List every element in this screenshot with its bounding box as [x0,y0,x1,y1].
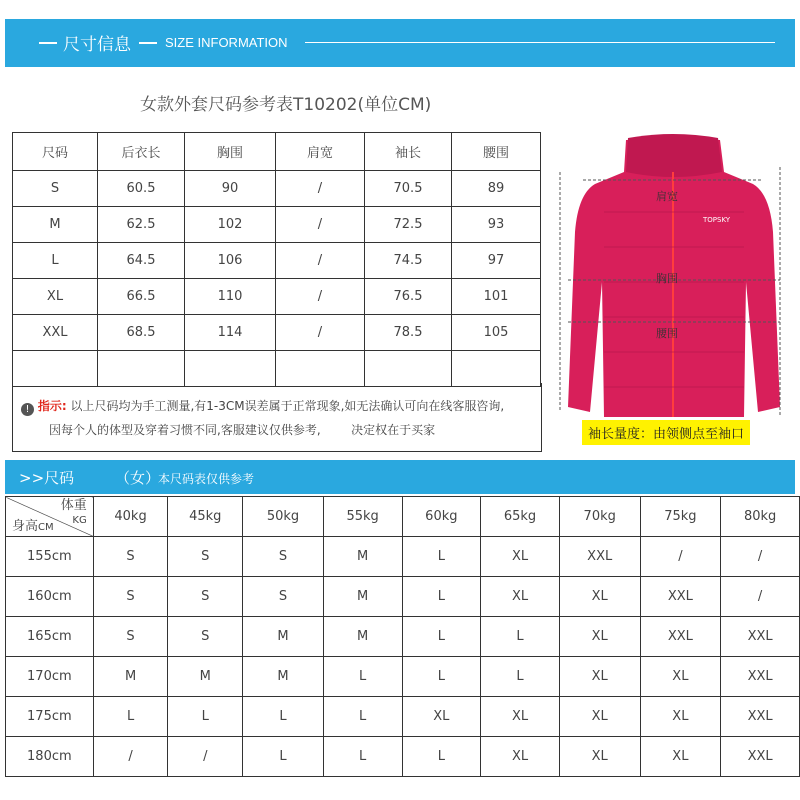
label-waist: 腰围 [656,327,678,340]
size-cell: 90 [185,171,276,207]
fit-size-cell: XL [481,537,560,577]
height-cell: 175cm [6,697,94,737]
fit-size-cell: XL [402,697,481,737]
size-row [13,351,541,387]
fit-size-cell: / [721,537,800,577]
weight-header-cell: 40kg [93,497,168,537]
size-header-cell: 腰围 [452,133,541,171]
size-cell: 64.5 [98,243,185,279]
fit-size-cell: / [721,577,800,617]
fit-size-cell: M [323,577,402,617]
brand-logo: TOPSKY [703,216,731,224]
size-note [12,383,542,452]
height-cell: 155cm [6,537,94,577]
fit-header-row [6,497,800,537]
fit-size-cell: L [93,697,168,737]
size-cell: / [276,279,365,315]
size-header-cell: 肩宽 [276,133,365,171]
fit-size-cell: M [323,617,402,657]
fit-chart-header [5,460,795,494]
size-cell: 68.5 [98,315,185,351]
fit-size-cell: XXL [640,617,721,657]
size-cell: 70.5 [365,171,452,207]
size-header-cell: 袖长 [365,133,452,171]
banner-dash-mid [139,42,157,44]
fit-chart-title: >>尺码 [19,469,75,487]
size-cell [452,351,541,387]
size-cell: 66.5 [98,279,185,315]
fit-size-cell: L [243,737,324,777]
size-header-cell: 胸围 [185,133,276,171]
fit-row [6,617,800,657]
fit-size-cell: L [402,537,481,577]
fit-size-cell: M [168,657,243,697]
size-cell: S [13,171,98,207]
size-cell: XXL [13,315,98,351]
fit-size-cell: XL [640,737,721,777]
height-cell: 165cm [6,617,94,657]
size-cell: 93 [452,207,541,243]
label-chest: 胸围 [656,272,678,285]
fit-size-cell: L [323,737,402,777]
fit-row [6,577,800,617]
size-cell: / [276,315,365,351]
size-measurement-table [12,132,541,387]
size-cell: XL [13,279,98,315]
size-info-banner [5,19,795,67]
fit-size-cell: S [243,577,324,617]
fit-size-cell: XL [559,657,640,697]
fit-size-cell: L [481,657,560,697]
weight-header-cell: 75kg [640,497,721,537]
size-cell: 101 [452,279,541,315]
fit-size-cell: XL [559,577,640,617]
fit-size-cell: L [481,617,560,657]
fit-size-cell: XL [559,737,640,777]
size-chart-title: 女款外套尺码参考表T10202(单位CM) [140,95,432,115]
fit-size-cell: S [243,537,324,577]
fit-size-cell: L [402,617,481,657]
fit-size-cell: XXL [640,577,721,617]
note-line2: 因每个人的体型及穿着习惯不同,客服建议仅供参考, 决定权在于买家 [49,423,436,437]
fit-chart-note: 本尺码表仅供参考 [158,472,255,486]
weight-header-cell: 50kg [243,497,324,537]
fit-size-cell: M [243,617,324,657]
size-row [13,243,541,279]
size-cell [98,351,185,387]
size-cell [276,351,365,387]
banner-rule [305,42,775,43]
banner-title-cn: 尺寸信息 [63,35,131,55]
weight-label: 体重 [60,498,87,513]
note-label: 指示: [37,399,67,413]
size-cell: 60.5 [98,171,185,207]
weight-height-corner [6,497,94,537]
fit-size-cell: L [243,697,324,737]
size-cell: 105 [452,315,541,351]
size-cell: 76.5 [365,279,452,315]
fit-size-cell: XXL [721,617,800,657]
size-header-cell: 尺码 [13,133,98,171]
weight-header-cell: 45kg [168,497,243,537]
fit-size-cell: XL [559,617,640,657]
size-cell: 72.5 [365,207,452,243]
fit-size-cell: XXL [721,697,800,737]
height-unit: CM [38,522,54,533]
fit-size-cell: L [168,697,243,737]
size-row [13,207,541,243]
fit-size-cell: XL [640,697,721,737]
fit-size-cell: M [323,537,402,577]
weight-header-cell: 60kg [402,497,481,537]
size-cell: M [13,207,98,243]
size-cell [185,351,276,387]
fit-size-cell: L [402,577,481,617]
size-cell: L [13,243,98,279]
size-cell: / [276,243,365,279]
fit-size-cell: XL [640,657,721,697]
fit-row [6,697,800,737]
size-cell: 97 [452,243,541,279]
size-cell: 106 [185,243,276,279]
size-cell: 78.5 [365,315,452,351]
fit-size-cell: S [93,537,168,577]
label-shoulder: 肩宽 [656,190,678,203]
fit-size-cell: XL [559,697,640,737]
size-row [13,315,541,351]
size-cell: 110 [185,279,276,315]
weight-header-cell: 65kg [481,497,560,537]
fit-size-cell: S [168,577,243,617]
fit-size-cell: XXL [721,737,800,777]
weight-header-cell: 55kg [323,497,402,537]
height-cell: 170cm [6,657,94,697]
fit-size-cell: XXL [721,657,800,697]
size-cell: / [276,207,365,243]
height-label: 身高 [12,519,39,534]
size-cell: 74.5 [365,243,452,279]
fit-size-cell: XL [481,737,560,777]
size-cell: 62.5 [98,207,185,243]
jacket-collar [626,134,722,177]
height-cell: 160cm [6,577,94,617]
weight-header-cell: 80kg [721,497,800,537]
fit-size-cell: XXL [559,537,640,577]
fit-recommendation-table [5,496,800,777]
height-cell: 180cm [6,737,94,777]
fit-size-cell: / [93,737,168,777]
size-cell [13,351,98,387]
sleeve-measure-note: 袖长量度：由领侧点至袖口 [582,420,750,445]
size-header-cell: 后衣长 [98,133,185,171]
fit-size-cell: / [168,737,243,777]
banner-dash-left [39,42,57,44]
fit-size-cell: XL [481,697,560,737]
size-cell: 114 [185,315,276,351]
size-row [13,171,541,207]
fit-size-cell: S [93,577,168,617]
fit-size-cell: M [243,657,324,697]
note-line1: 以上尺码均为手工测量,有1-3CM误差属于正常现象,如无法确认可向在线客服咨询, [70,399,505,413]
banner-title-en: SIZE INFORMATION [165,35,288,50]
fit-size-cell: S [168,537,243,577]
fit-size-cell: L [402,657,481,697]
fit-size-cell: / [640,537,721,577]
size-cell [365,351,452,387]
warning-icon: ! [21,403,34,416]
size-cell: / [276,171,365,207]
size-cell: 102 [185,207,276,243]
fit-size-cell: XL [481,577,560,617]
fit-size-cell: S [93,617,168,657]
size-cell: 89 [452,171,541,207]
fit-row [6,657,800,697]
fit-row [6,737,800,777]
fit-size-cell: L [402,737,481,777]
fit-chart-gender: （女） [115,469,161,487]
fit-size-cell: S [168,617,243,657]
weight-header-cell: 70kg [559,497,640,537]
weight-unit: KG [72,515,87,526]
jacket-photo [548,132,798,452]
fit-size-cell: M [93,657,168,697]
fit-row [6,537,800,577]
fit-size-cell: L [323,657,402,697]
size-row [13,279,541,315]
size-header-row [13,133,541,171]
fit-size-cell: L [323,697,402,737]
